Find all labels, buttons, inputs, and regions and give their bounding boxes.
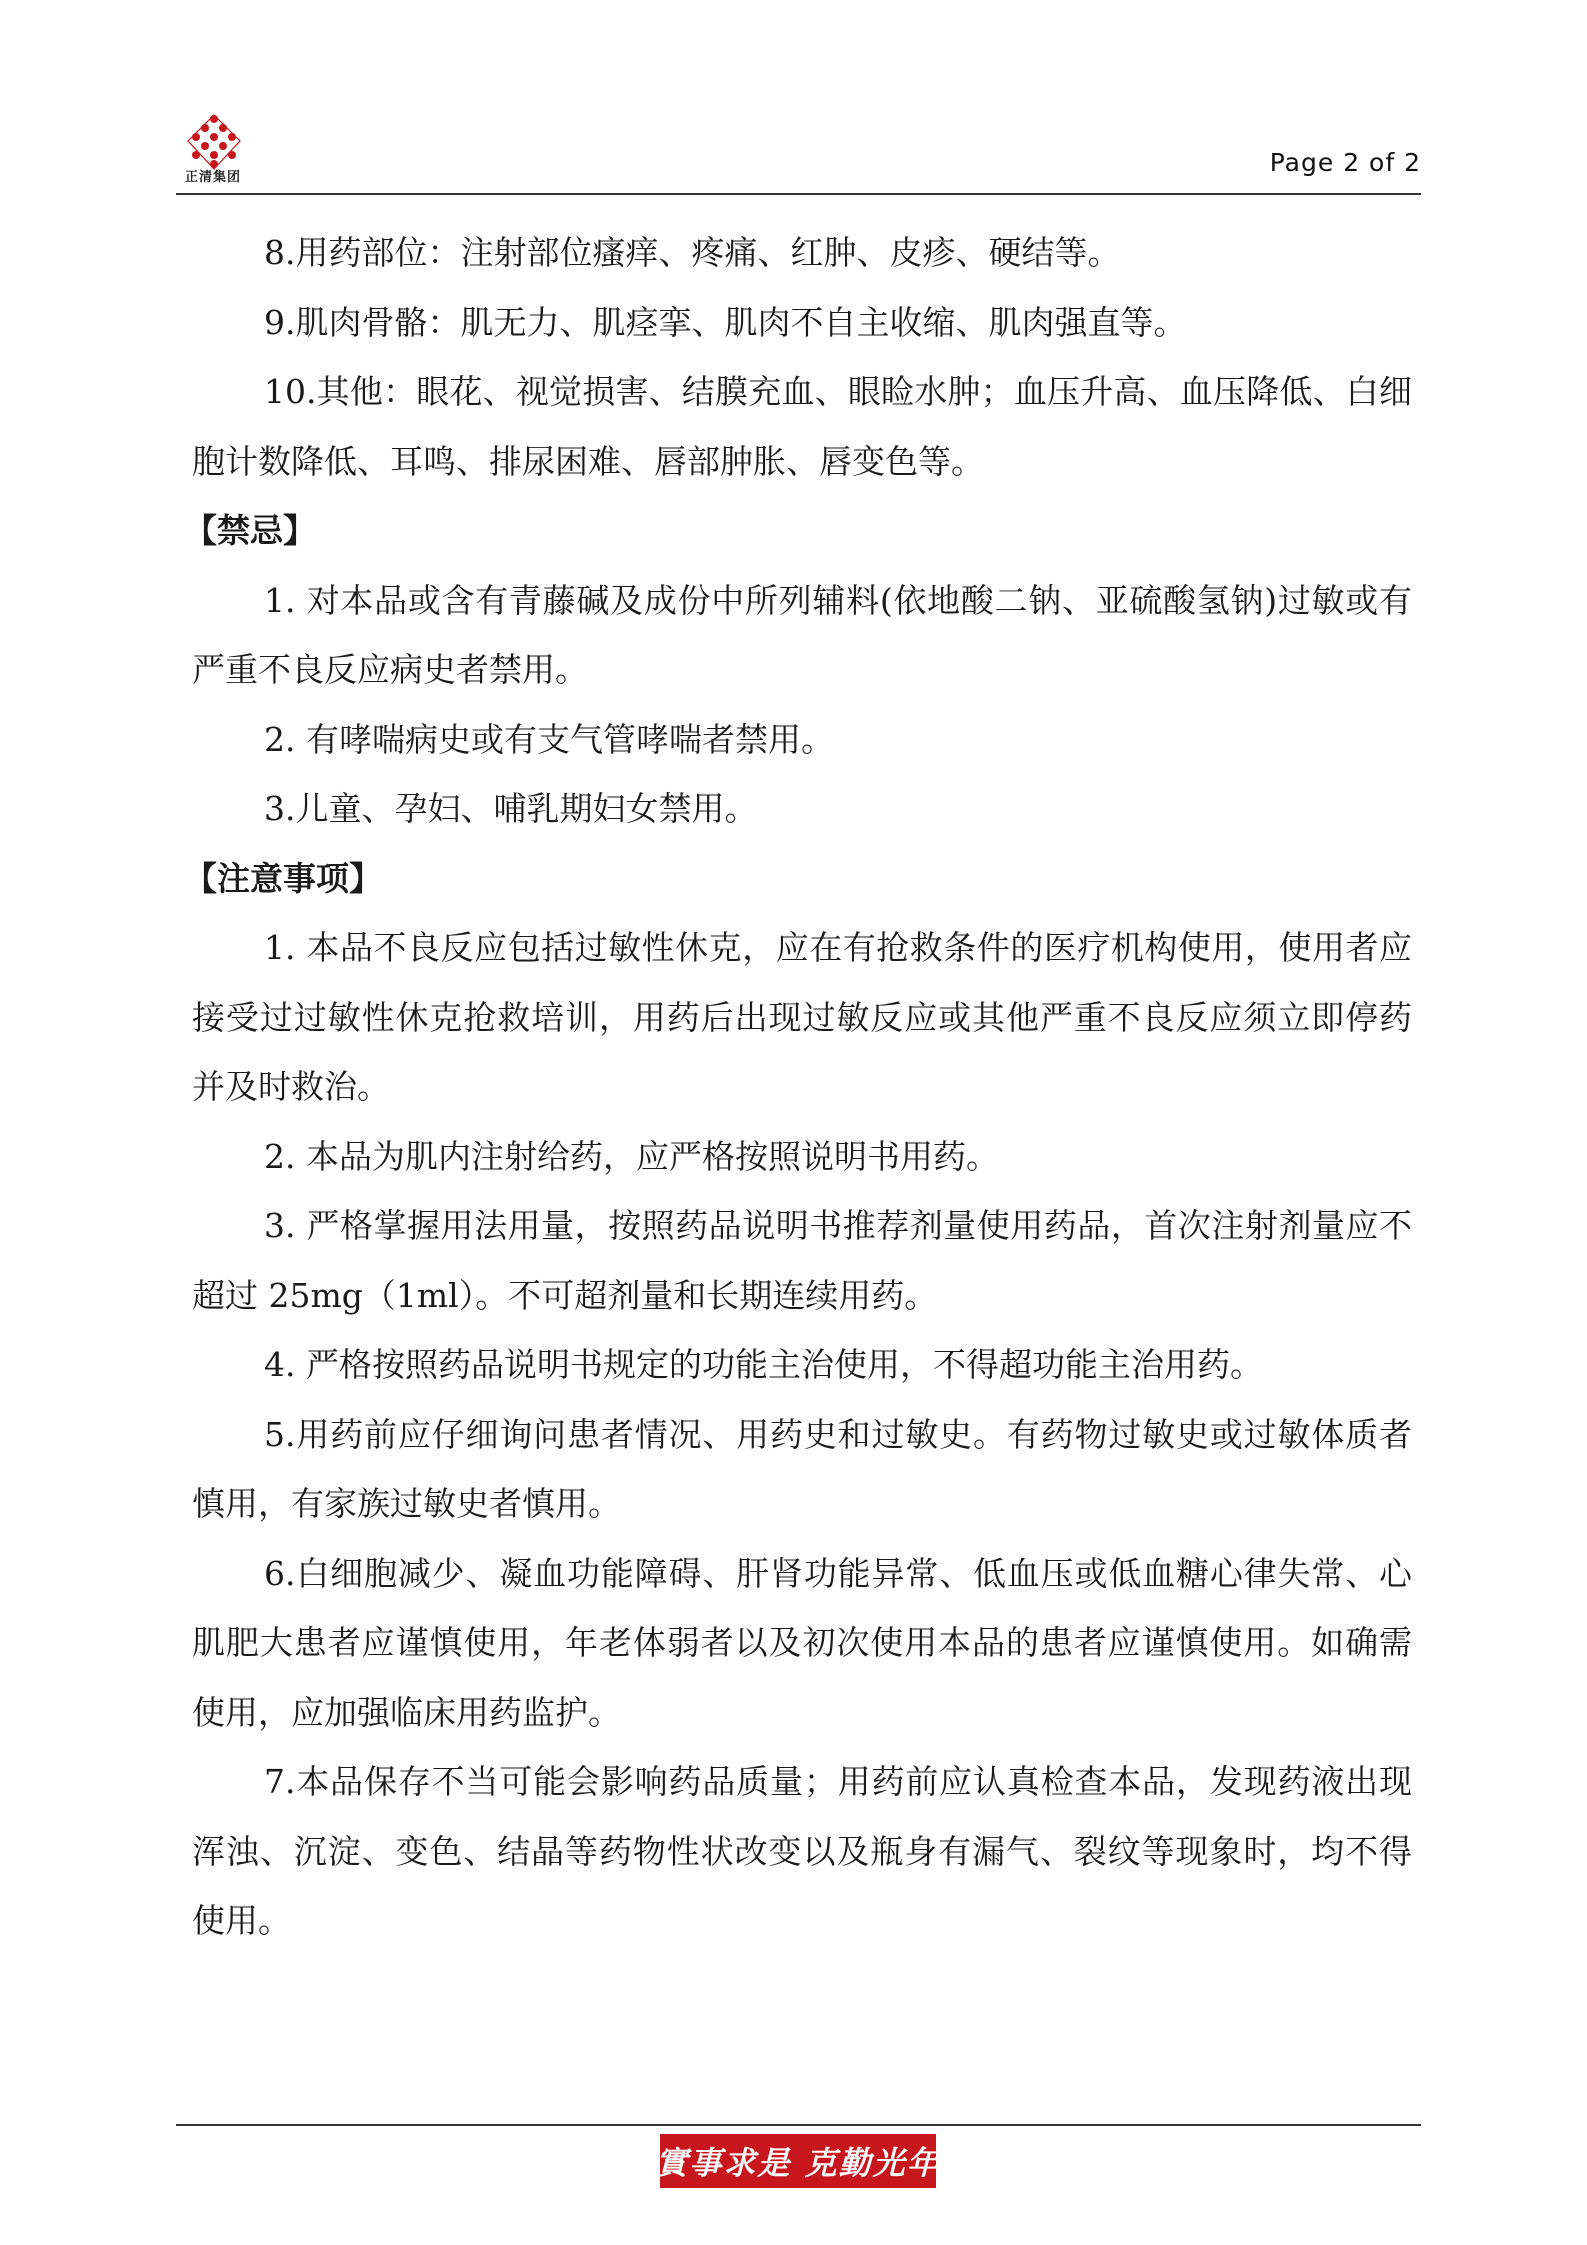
- contraindication-3: 3.儿童、孕妇、哺乳期妇女禁用。: [264, 789, 758, 828]
- precaution-4: 4. 严格按照药品说明书规定的功能主治使用，不得超功能主治用药。: [264, 1345, 1263, 1384]
- precaution-1: 1. 本品不良反应包括过敏性休克，应在有抢救条件的医疗机构使用，使用者应接受过过敏性休克抢救培训，用药后出现过敏反应或其他严重不良反应须立即停药并及时救治。: [192, 928, 1412, 1106]
- footer-divider: [176, 2124, 1421, 2126]
- precaution-7: 7.本品保存不当可能会影响药品质量；用药前应认真检查本品，发现药液出现浑浊、沉淀、变色、结晶等药物性状改变以及瓶身有漏气、裂纹等现象时，均不得使用。: [192, 1762, 1412, 1940]
- footer-motto: 實事求是 克勤光年: [655, 2144, 941, 2182]
- page-number: Page 2 of 2: [1269, 148, 1421, 177]
- header-divider: [176, 193, 1421, 195]
- contraindication-2: 2. 有哮喘病史或有支气管哮喘者禁用。: [264, 719, 834, 759]
- precaution-5: 5.用药前应仔细询问患者情况、用药史和过敏史。有药物过敏史或过敏体质者慎用，有家族过敏史者慎用。: [192, 1414, 1412, 1523]
- precaution-6: 6.白细胞减少、凝血功能障碍、肝肾功能异常、低血压或低血糖心律失常、心肌肥大患者应谨慎使用，年老体弱者以及初次使用本品的患者应谨慎使用。如确需使用，应加强临床用药监护。: [192, 1553, 1412, 1732]
- item-8-injection-site: 8.用药部位：注射部位瘙痒、疼痛、红肿、皮疹、硬结等。: [264, 233, 1121, 272]
- precautions-heading: 【注意事项】: [184, 858, 382, 898]
- item-10-other: 10.其他：眼花、视觉损害、结膜充血、眼睑水肿；血压升高、血压降低、白细胞计数降低、耳鸣、排尿困难、唇部肿胀、唇变色等。: [192, 372, 1412, 481]
- document-body: [184, 218, 1412, 1956]
- item-9-musculoskeletal: 9.肌肉骨骼：肌无力、肌痉挛、肌肉不自主收缩、肌肉强直等。: [264, 302, 1187, 342]
- contraindications-heading: 【禁忌】: [184, 511, 316, 550]
- page-header: [176, 100, 1421, 192]
- footer-motto-banner: [655, 2134, 941, 2188]
- logo-text: 正清集团: [184, 170, 241, 185]
- precaution-3: 3. 严格掌握用法用量，按照药品说明书推荐剂量使用药品，首次注射剂量应不超过 25mg（1ml）。不可超剂量和长期连续用药。: [192, 1206, 1412, 1315]
- precaution-2: 2. 本品为肌内注射给药，应严格按照说明书用药。: [264, 1136, 999, 1176]
- contraindication-1: 1. 对本品或含有青藤碱及成份中所列辅料(依地酸二钠、亚硫酸氢钠)过敏或有严重不良反应病史者禁用。: [192, 580, 1412, 689]
